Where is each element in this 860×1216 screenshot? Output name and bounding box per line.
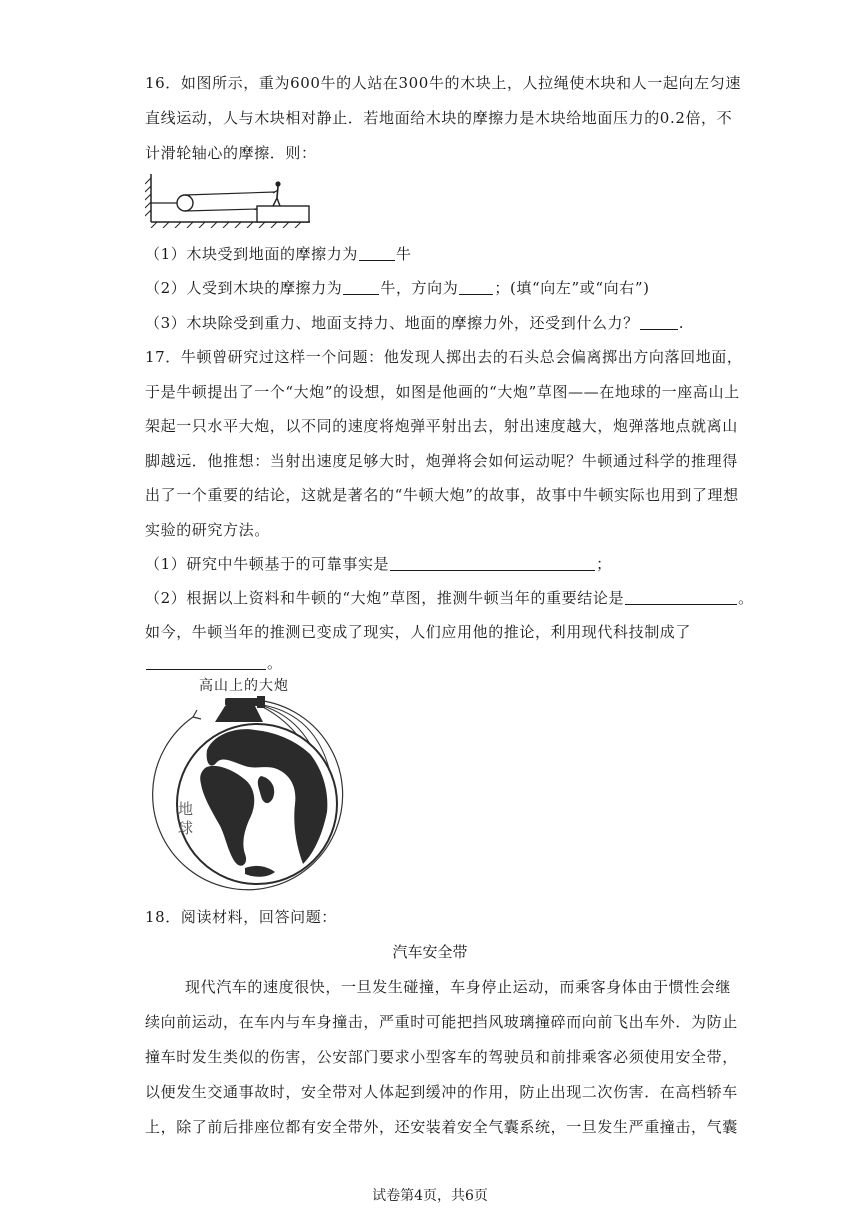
q17-line-1: 17．牛顿曾研究过这样一个问题：他发现人掷出去的石头总会偏离掷出方向落回地面， [145, 348, 743, 366]
q18-paragraph-line-1: 现代汽车的速度很快，一旦发生碰撞，车身停止运动，而乘客身体由于惯性会继 [185, 978, 732, 996]
q18-intro: 18．阅读材料，回答问题： [145, 908, 337, 926]
q17-line-6: 实验的研究方法。 [145, 521, 270, 539]
figure-title: 高山上的大炮 [199, 678, 289, 694]
q16-sub-3: （3）木块除受到重力、地面支持力、地面的摩擦力外，还受到什么力？ . [145, 314, 685, 332]
answer-blank-q16-2b[interactable] [459, 280, 493, 295]
q17-sub-2: （2）根据以上资料和牛顿的“大炮”草图，推测牛顿当年的重要结论是 。 [145, 589, 754, 607]
answer-blank-q17-2[interactable] [625, 590, 737, 605]
page-footer: 试卷第4页，共6页 [372, 1188, 488, 1204]
answer-blank-q17-3[interactable] [146, 655, 266, 670]
earth-label-2: 球 [178, 819, 194, 837]
q17-line-4: 脚越远．他推想：当射出速度足够大时，炮弹将会如何运动呢？牛顿通过科学的推理得 [145, 452, 738, 470]
q17-line-7: 如今，牛顿当年的推测已变成了现实，人们应用他的推论，利用现代科技制成了 [145, 623, 692, 641]
q17-line-3: 架起一只水平大炮，以不同的速度将炮弹平射出去，射出速度越大，炮弹落地点就离山 [145, 417, 738, 435]
answer-blank-q16-1[interactable] [359, 246, 395, 261]
answer-blank-q16-2a[interactable] [343, 280, 379, 295]
pulley-diagram [145, 172, 315, 228]
q16-line-2: 直线运动，人与木块相对静止．若地面给木块的摩擦力是木块给地面压力的0.2倍，不 [145, 109, 733, 127]
q18-paragraph-line-3: 撞车时发生类似的伤害，公安部门要求小型客车的驾驶员和前排乘客必须使用安全带， [145, 1048, 738, 1066]
q16-sub-1: （1）木块受到地面的摩擦力为 牛 [145, 245, 412, 263]
q16-sub-2: （2）人受到木块的摩擦力为 牛，方向为 ；(填“向左”或“向右”) [145, 279, 650, 297]
q17-line-8: 。 [145, 652, 283, 673]
newton-cannon-figure [145, 692, 355, 902]
q17-line-5: 出了一个重要的结论，这就是著名的“牛顿大炮”的故事，故事中牛顿实际也用到了理想 [145, 486, 739, 504]
earth-label-1: 地 [178, 800, 194, 818]
article-title: 汽车安全带 [392, 943, 468, 961]
q18-paragraph-line-5: 上，除了前后排座位都有安全带外，还安装着安全气囊系统，一旦发生严重撞击，气囊 [145, 1118, 738, 1136]
answer-blank-q17-1[interactable] [390, 556, 595, 571]
q17-sub-1: （1）研究中牛顿基于的可靠事实是 ； [145, 555, 612, 573]
q16-line-1: 16．如图所示，重为600牛的人站在300牛的木块上，人拉绳使木块和人一起向左匀速 [145, 74, 741, 92]
answer-blank-q16-3[interactable] [640, 315, 678, 330]
q18-paragraph-line-4: 以便发生交通事故时，安全带对人体起到缓冲的作用，防止出现二次伤害．在高档轿车 [145, 1083, 738, 1101]
q17-line-2: 于是牛顿提出了一个“大炮”的设想，如图是他画的“大炮”草图——在地球的一座高山上 [145, 383, 740, 401]
q16-line-3: 计滑轮轴心的摩擦．则： [145, 144, 317, 162]
q18-paragraph-line-2: 续向前运动，在车内与车身撞击，严重时可能把挡风玻璃撞碎而向前飞出车外．为防止 [145, 1013, 738, 1031]
